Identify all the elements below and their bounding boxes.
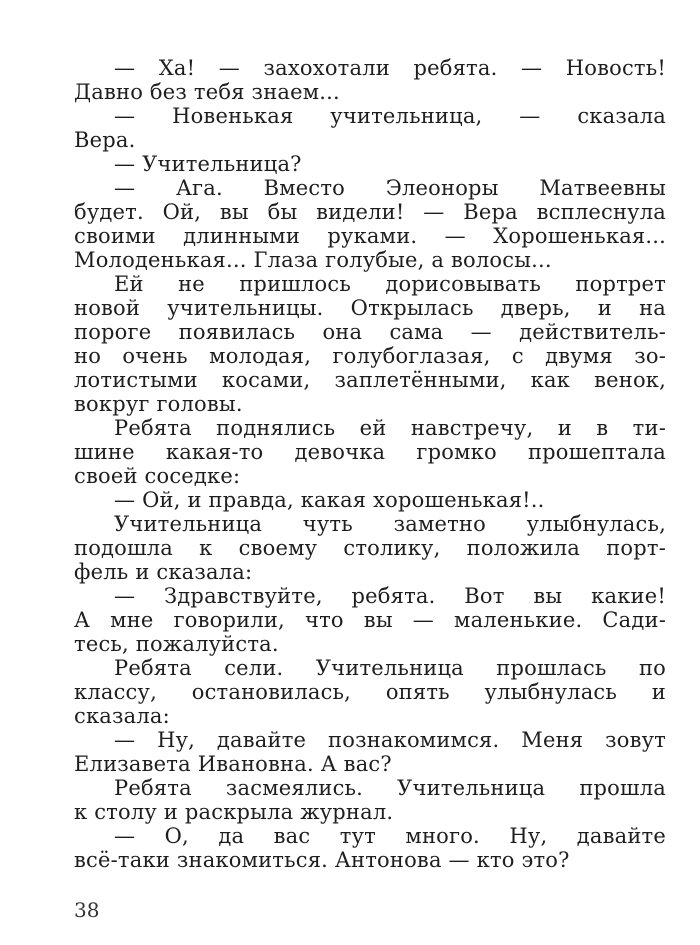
text-line: Учительница чуть заметно улыбнулась, [114,512,666,536]
text-line: своими длинными руками. — Хорошенькая... [74,224,666,248]
text-line: к столу и раскрыла журнал. [74,800,394,824]
text-line: Ребята засмеялись. Учительница прошла [114,776,666,800]
text-line: фель и сказала: [74,560,253,584]
text-line: лотистыми косами, заплетёнными, как венок, [74,368,666,392]
text-line: всё-таки знакомиться. Антонова — кто это? [74,848,570,872]
text-line: — Ха! — захохотали ребята. — Новость! [114,56,666,80]
text-line: — Здравствуйте, ребята. Вот вы какие! [114,584,666,608]
page-body [74,56,666,872]
text-line: — Ой, и правда, какая хорошенькая!.. [114,488,545,512]
text-line: — Ну, давайте познакомимся. Меня зовут [114,728,666,752]
text-line: Вера. [74,128,136,152]
text-line: будет. Ой, вы бы видели! — Вера всплеснула [74,200,666,224]
text-line: новой учительницы. Открылась дверь, и на [74,296,666,320]
text-line: но очень молодая, голубоглазая, с двумя зо- [74,344,666,368]
text-line: тесь, пожалуйста. [74,632,279,656]
page-number: 38 [74,898,100,922]
text-line: шине какая-то девочка громко прошептала [74,440,666,464]
text-line: Ребята поднялись ей навстречу, и в ти- [114,416,666,440]
text-line: Молоденькая... Глаза голубые, а волосы... [74,248,552,272]
text-line: своей соседке: [74,464,241,488]
text-line: Ребята сели. Учительница прошлась по [114,656,666,680]
text-line: — Ага. Вместо Элеоноры Матвеевны [114,176,666,200]
text-line: сказала: [74,704,170,728]
text-line: пороге появилась она сама — действитель- [74,320,666,344]
text-line: вокруг головы. [74,392,243,416]
text-line: классу, остановилась, опять улыбнулась и [74,680,666,704]
text-line: Ей не пришлось дорисовывать портрет [114,272,666,296]
text-line: — Новенькая учительница, — сказала [114,104,666,128]
text-line: — Учительница? [114,152,302,176]
text-line: Елизавета Ивановна. А вас? [74,752,392,776]
text-line: подошла к своему столику, положила порт- [74,536,666,560]
text-line: Давно без тебя знаем... [74,80,340,104]
text-line: — О, да вас тут много. Ну, давайте [114,824,666,848]
text-line: А мне говорили, что вы — маленькие. Сади- [74,608,666,632]
